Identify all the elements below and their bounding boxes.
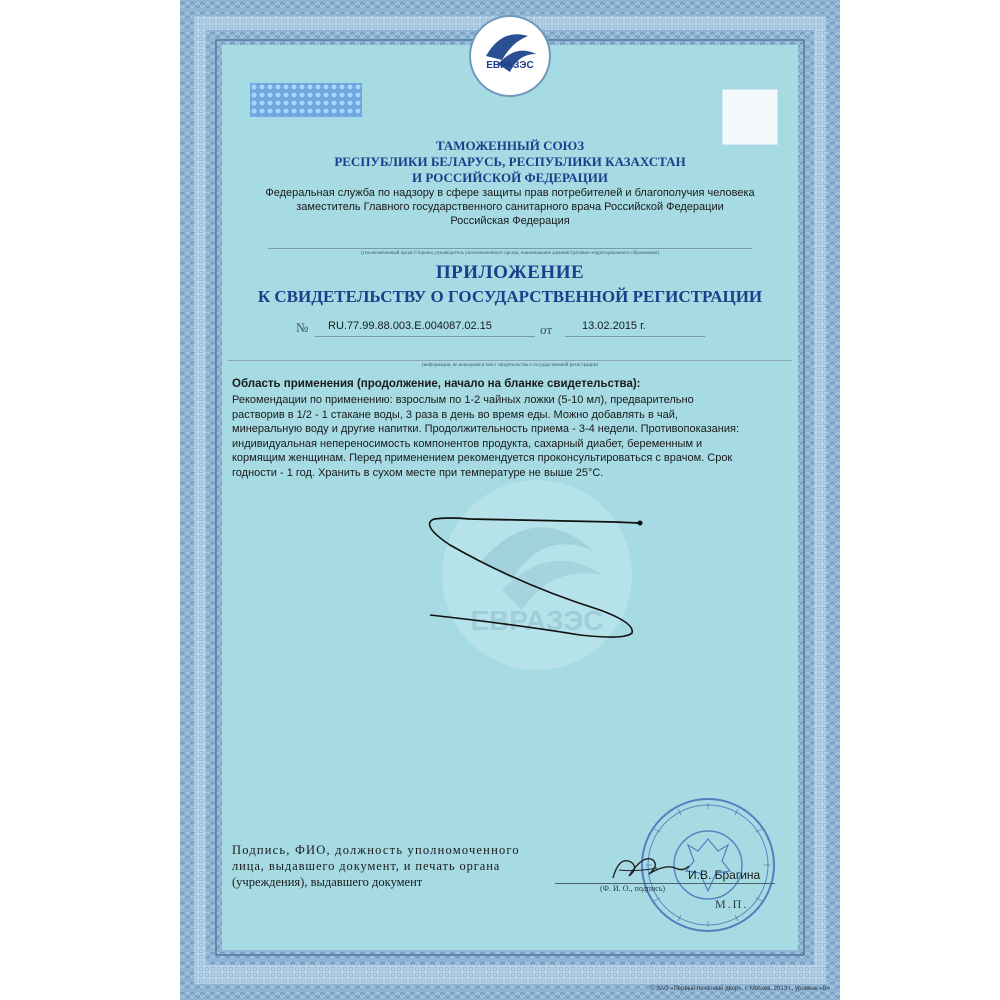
agency-caption: (уполномоченный орган Стороны, руководитель уполномоченного органа, наименование административно-территориального образования) — [360, 251, 660, 256]
union-line-1: ТАМОЖЕННЫЙ СОЮЗ — [435, 138, 585, 153]
content-heading: Область применения (продолжение, начало на бланке свидетельства): — [232, 378, 641, 390]
registration-number: RU.77.99.88.003.E.004087.02.15 — [328, 320, 492, 332]
evrazes-emblem-icon — [468, 14, 552, 98]
hologram-icon — [250, 83, 362, 117]
content-line: растворив в 1/2 - 1 стакане воды, 3 раза в день во время еды. Можно добавлять в чай, — [232, 408, 678, 421]
signer-name: И.В. Брагина — [688, 868, 761, 882]
agency-line-1: Федеральная служба по надзору в сфере защиты прав потребителей и благополучия человека — [265, 187, 755, 199]
agency-line-3: Российская Федерация — [450, 215, 570, 227]
content-body — [232, 393, 802, 480]
certificate-sheet — [180, 0, 840, 1000]
content-line: минеральную воду и другие напитки. Продолжительность приема - 3-4 недели. Противопоказания: — [232, 423, 740, 435]
number-underline — [315, 336, 535, 337]
stamp-mark: М.П. — [715, 897, 749, 911]
content-line: индивидуальная непереносимость компонентов продукта, сахарный диабет, беременным и — [232, 437, 703, 450]
signature-label-3: (учреждения), выдавшего документ — [232, 875, 423, 889]
date-underline — [565, 336, 705, 337]
info-caption: (информация, не вошедшая в текст свидетельства о государственной регистрации) — [421, 363, 599, 368]
blank-corner-box — [722, 89, 778, 145]
content-line: кормящим женщинам. Перед применением рекомендуется проконсультироваться с врачом. Срок — [232, 452, 733, 464]
info-underline — [228, 360, 792, 361]
signature-label-1: Подпись, ФИО, должность уполномоченного — [232, 843, 520, 857]
date-label: от — [540, 322, 553, 337]
strike-through-mark — [410, 505, 650, 645]
document-title: ПРИЛОЖЕНИЕ — [435, 262, 585, 283]
document-subtitle: К СВИДЕТЕЛЬСТВУ О ГОСУДАРСТВЕННОЙ РЕГИСТРАЦИИ — [257, 287, 763, 306]
agency-underline — [268, 248, 752, 249]
content-line: Рекомендации по применению: взрослым по 1-2 чайных ложки (5-10 мл), предварительно — [232, 394, 694, 406]
registration-date: 13.02.2015 г. — [582, 320, 646, 332]
svg-text:ЕВРАЗЭС: ЕВРАЗЭС — [470, 605, 604, 636]
agency-line-2: заместитель Главного государственного санитарного врача Российской Федерации — [296, 201, 724, 213]
signature-label-2: лица, выдавшего документ, и печать органа — [232, 859, 501, 873]
union-line-2: РЕСПУБЛИКИ БЕЛАРУСЬ, РЕСПУБЛИКИ КАЗАХСТАН — [334, 154, 686, 169]
content-line: годности - 1 год. Хранить в сухом месте при температуре не выше 25°С. — [232, 466, 604, 479]
emblem-label: ЕВРАЗЭС — [486, 60, 534, 71]
signature-caption: (Ф. И. О., подпись) — [600, 884, 666, 893]
printer-imprint: © ЗАО «Первый печатный двор», г. Москва, 2013 г., уровень «B» — [650, 986, 830, 992]
union-line-3: И РОССИЙСКОЙ ФЕДЕРАЦИИ — [412, 170, 608, 185]
signature-scribble — [605, 848, 695, 888]
number-label: № — [296, 320, 309, 335]
